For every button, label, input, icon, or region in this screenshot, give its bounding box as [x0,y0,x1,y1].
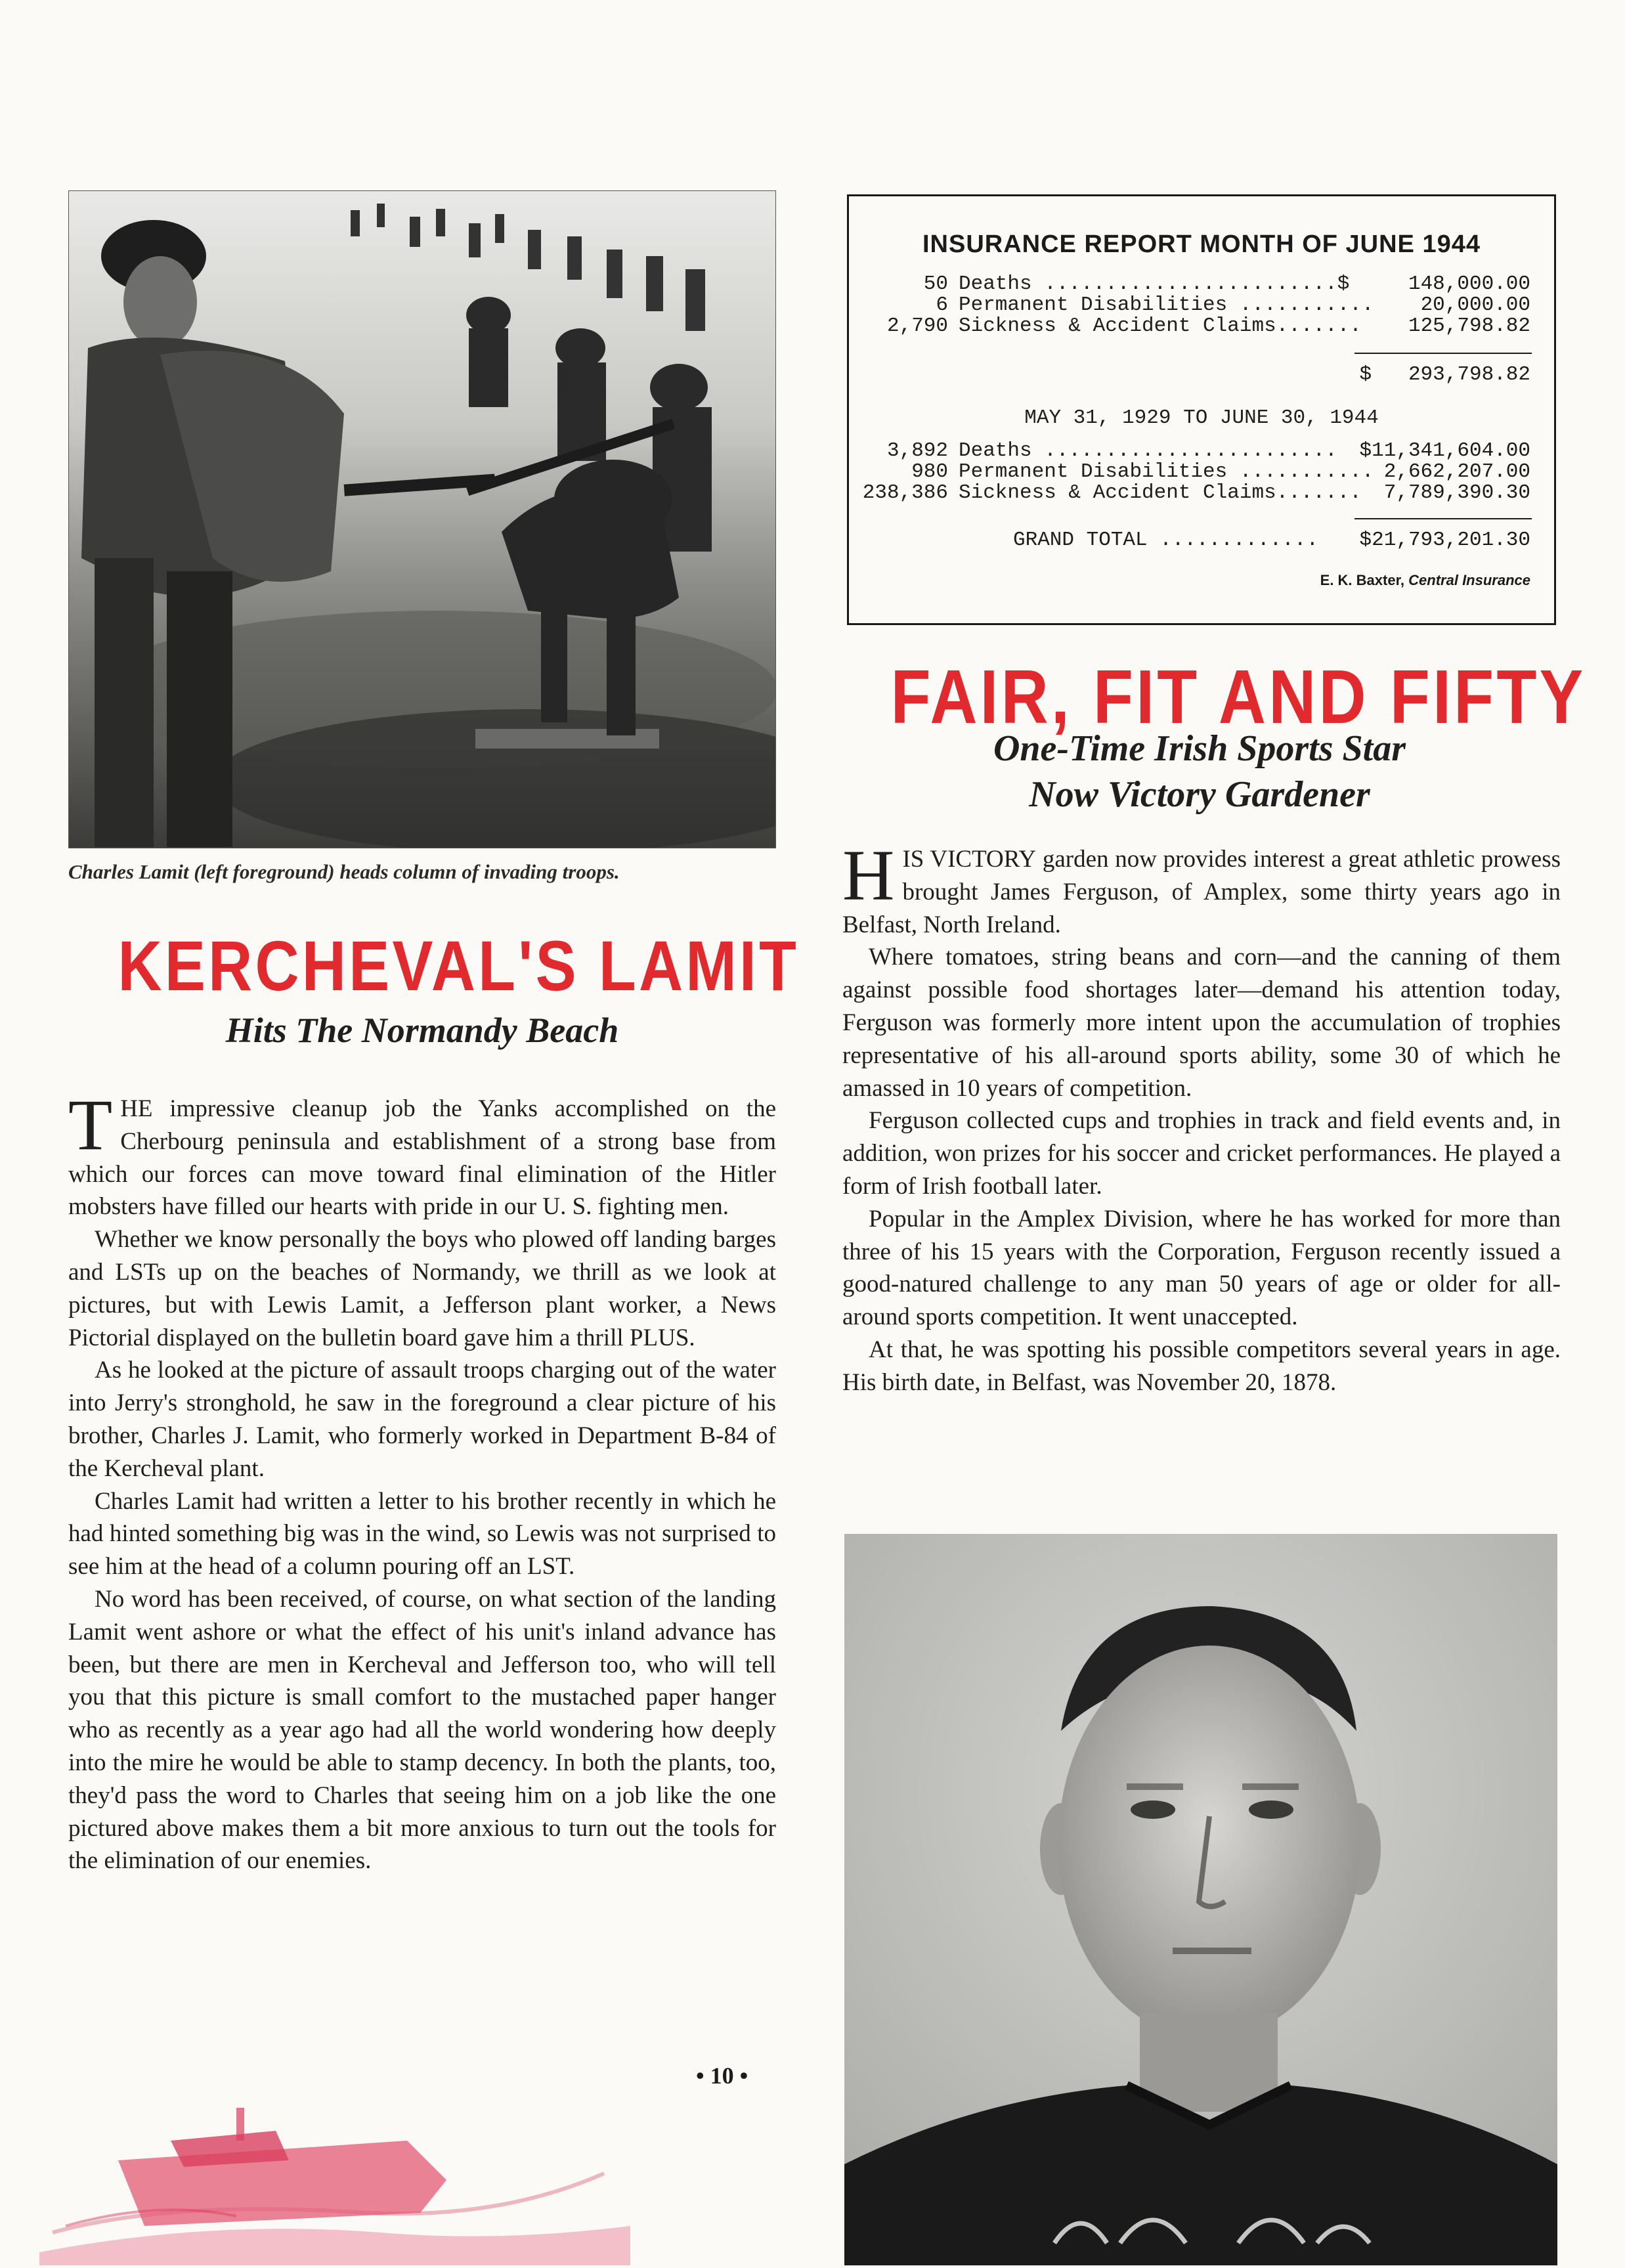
lead-words-right: IS VICTORY [902,846,1037,873]
right-subhead-line2: Now Victory Gardener [1029,774,1370,815]
right-paragraph-5: At that, he was spotting his possible competitors several years in age. His birth date, in Belfast, was November 20, 1878. [842,1336,1561,1396]
normandy-landing-photo [68,190,776,848]
month-row-disabilities: 6 Permanent Disabilities ........... [936,294,1374,316]
left-article-body [68,1085,776,1877]
month-amount-deaths: 148,000.00 [1408,273,1530,295]
month-row-deaths: 50 Deaths ........................$ [923,273,1350,295]
dropcap-h: H [842,835,895,915]
period-amount-deaths: $11,341,604.00 [1359,439,1530,462]
right-subhead-line1: One-Time Irish Sports Star [993,728,1406,769]
left-headline: KERCHEVAL'S LAMIT [118,926,800,1005]
dropcap-t: T [68,1085,113,1165]
right-paragraph-2: Where tomatoes, string beans and corn—and the canning of them against possible food shortages later—demand his attention today, Ferguson was formerly more intent upon the accumulation of trophies representative of his all-around sports ability, some 30 of which he amassed in 10 years of competition. [842,944,1561,1102]
period-row-deaths: 3,892 Deaths ........................ [886,439,1337,462]
paragraph-4: Charles Lamit had written a letter to his brother recently in which he had hinted something big was in the wind, so Lewis was not surprised to see him at the head of a column pouring off an LST. [68,1487,776,1581]
page-number: • 10 • [696,2062,748,2089]
photo-caption: Charles Lamit (left foreground) heads column of invading troops. [68,860,620,883]
lead-words: HE [120,1095,153,1122]
grand-total-label: GRAND TOTAL ............. [1013,529,1319,552]
paragraph-1-text: impressive cleanup job the Yanks accomplished on the Cherbourg peninsula and establishment of a strong base from which our forces can move toward final elimination of the Hitler mobsters have filled our hearts with pride in our U. S. fighting men. [68,1095,776,1221]
month-amount-claims: 125,798.82 [1408,315,1530,338]
right-paragraph-3: Ferguson collected cups and trophies in track and field events and, in addition, won prizes for his soccer and cricket performances. He played a form of Irish football later. [842,1107,1561,1200]
paragraph-5: No word has been received, of course, on what section of the landing Lamit went ashore or what the effect of his unit's inland advance has been, but there are men in Kercheval and Jefferson too, who will tell you that this picture is small comfort to the mustached paper hanger who as recently as a year ago had all the world wondering how deeply into the mire he would be able to stamp decency. In both the plants, too, they'd pass the word to Charles that seeing him on a job like the one pictured above makes them a bit more anxious to turn out the tools for the elimination of our enemies. [68,1585,776,1875]
left-subhead: Hits The Normandy Beach [225,1011,619,1050]
insurance-credit: E. K. Baxter, Central Insurance [1320,572,1530,588]
period-amount-claims: 7,789,390.30 [1383,481,1530,504]
paragraph-3: As he looked at the picture of assault troops charging out of the water into Jerry's stronghold, he saw in the foreground a clear picture of his brother, Charles J. Lamit, who formerly worked in Department B-84 of the Kercheval plant. [68,1357,776,1482]
right-paragraph-1-text: garden now provides interest a great athletic prowess brought James Ferguson, of Amplex, some thirty years ago in Belfast, North Ireland. [842,846,1561,938]
right-headline: FAIR, FIT AND FIFTY [890,654,1586,739]
period-title: MAY 31, 1929 TO JUNE 30, 1944 [1024,406,1379,429]
period-row-claims: 238,386 Sickness & Accident Claims....... [862,481,1362,504]
grand-total-amount: $21,793,201.30 [1359,529,1530,552]
period-amount-disabilities: 2,662,207.00 [1383,460,1530,483]
right-paragraph-4: Popular in the Amplex Division, where he has worked for more than three of his 15 years with the Corporation, Ferguson recently issued a good-natured challenge to any man 50 years of age or older for all-around sports competition. It went unaccepted. [842,1205,1561,1331]
month-total: $ 293,798.82 [1359,363,1530,386]
paragraph-2: Whether we know personally the boys who plowed off landing barges and LSTs up on the beaches of Normandy, we thrill as we look at pictures, but with Lewis Lamit, a Jefferson plant worker, a News Pictorial displayed on the bulletin board gave him a thrill PLUS. [68,1226,776,1351]
grand-total-rule [1354,518,1532,519]
insurance-title: INSURANCE REPORT MONTH OF JUNE 1944 [922,230,1481,258]
month-amount-disabilities: 20,000.00 [1420,294,1530,316]
month-row-claims: 2,790 Sickness & Accident Claims....... [886,315,1362,338]
right-article-body [842,835,1561,1399]
landing-craft-illustration [39,2068,630,2265]
insurance-report-box [847,194,1556,625]
ferguson-portrait-photo [844,1534,1557,2265]
period-row-disabilities: 980 Permanent Disabilities ........... [911,460,1374,483]
month-total-rule [1354,353,1532,354]
